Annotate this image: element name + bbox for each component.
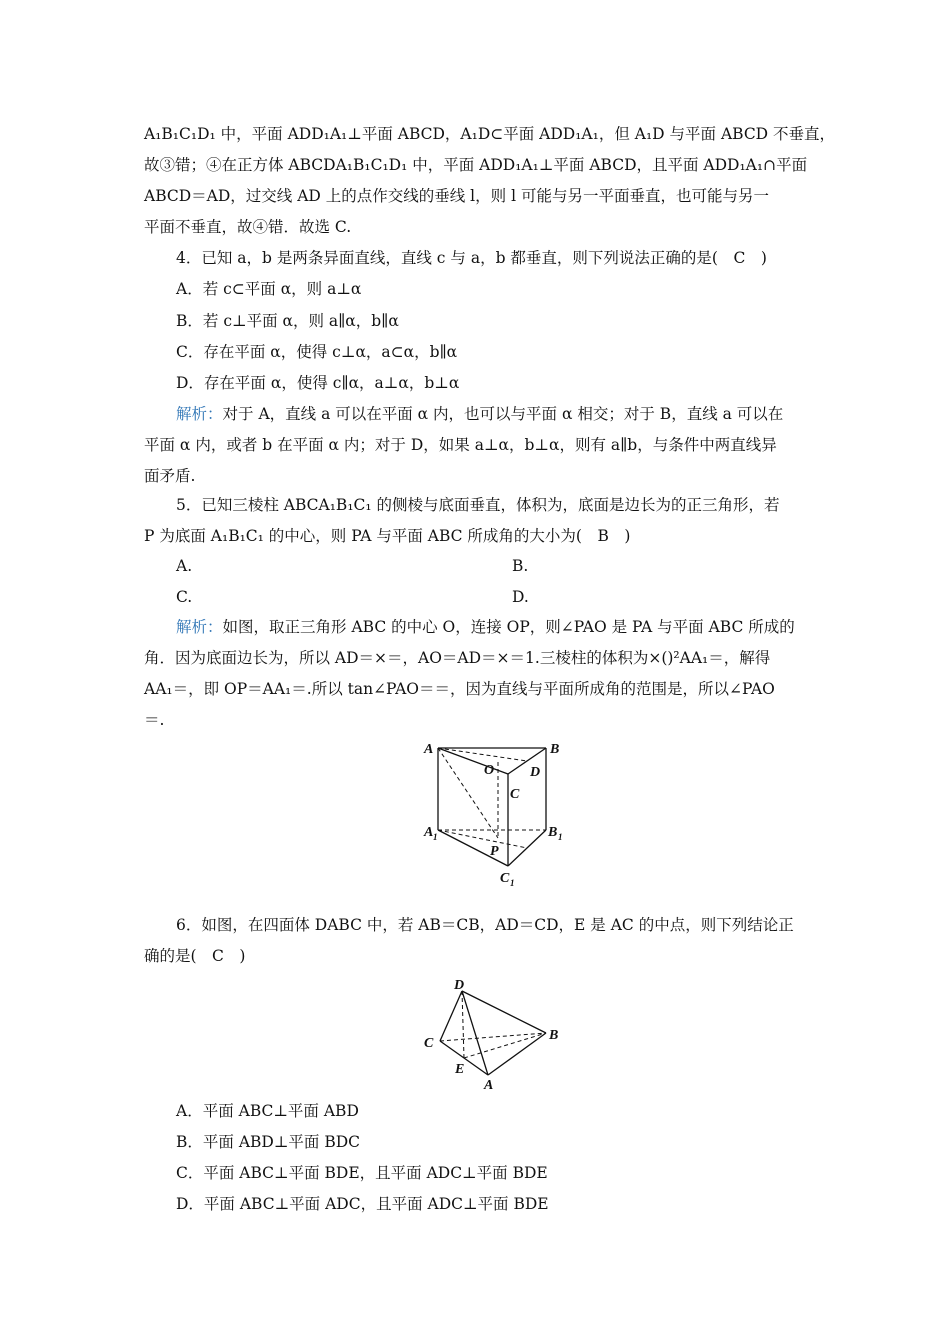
label-o: O [484,763,495,778]
q6-option-a: A．平面 ABC⊥平面 ABD [176,1102,359,1120]
label-c1: C [500,871,510,886]
label-c: C [510,787,520,802]
q6-option-c: C．平面 ABC⊥平面 BDE，且平面 ADC⊥平面 BDE [176,1164,548,1182]
q5-analysis-label: 解析： [176,618,223,636]
q5-analysis-line-3: AA₁＝，即 OP＝AA₁＝.所以 tan∠PAO＝＝，因为直线与平面所成角的范围是，所以∠PAO [144,680,775,698]
prev-line-4: 平面不垂直，故④错．故选 C. [144,218,352,236]
q6-stem-line-1: 6．如图，在四面体 DABC 中，若 AB＝CB，AD＝CD，E 是 AC 的中点，则下列结论正 [176,916,794,934]
label-b: B [550,742,560,757]
q4-analysis-line-3: 面矛盾. [144,467,196,485]
label-a: A [424,742,434,757]
q5-analysis-line-4: ＝. [144,711,165,729]
label-e: E [455,1062,465,1077]
q4-option-b: B．若 c⊥平面 α，则 a∥α，b∥α [176,312,399,330]
q4-analysis-label: 解析： [176,405,223,423]
q4-analysis-line-1: 解析：对于 A，直线 a 可以在平面 α 内，也可以与平面 α 相交；对于 B，直线 a 可以在 [176,405,784,423]
label-b: B [549,1028,559,1043]
prev-line-3: ABCD＝AD，过交线 AD 上的点作交线的垂线 l，则 l 可能与另一平面垂直，也可能与另一 [144,187,769,205]
q5-stem-line-2: P 为底面 A₁B₁C₁ 的中心，则 PA 与平面 ABC 所成角的大小为( B ) [144,527,631,545]
q5-analysis-line-2: 角．因为底面边长为，所以 AD＝×＝，AO＝AD＝×＝1.三棱柱的体积为×()²AA₁＝，解得 [144,649,771,667]
q5-option-b: B. [512,557,529,575]
prev-line-2: 故③错；④在正方体 ABCDA₁B₁C₁D₁ 中，平面 ADD₁A₁⊥平面 ABCD，且平面 ADD₁A₁∩平面 [144,156,808,174]
q4-stem: 4．已知 a，b 是两条异面直线，直线 c 与 a，b 都垂直，则下列说法正确的是( C ) [176,249,767,267]
prism-figure [418,736,578,892]
label-c: C [424,1036,434,1051]
q4-option-c: C．存在平面 α，使得 c⊥α，a⊂α，b∥α [176,343,458,361]
prev-line-1: A₁B₁C₁D₁ 中，平面 ADD₁A₁⊥平面 ABCD，A₁D⊂平面 ADD₁A₁，但 A₁D 与平面 ABCD 不垂直， [144,125,836,143]
label-c1-sub: 1 [510,878,515,888]
label-b1-sub: 1 [558,832,563,842]
q5-stem-line-1: 5．已知三棱柱 ABCA₁B₁C₁ 的侧棱与底面垂直，体积为，底面是边长为的正三角形，若 [176,496,780,514]
q5-option-a: A. [176,557,193,575]
label-a: A [484,1078,494,1093]
label-a1-sub: 1 [433,832,438,842]
q4-option-d: D．存在平面 α，使得 c∥α，a⊥α，b⊥α [176,374,460,392]
q5-option-d: D. [512,588,529,606]
q6-option-d: D．平面 ABC⊥平面 ADC，且平面 ADC⊥平面 BDE [176,1195,549,1213]
tetrahedron-figure [420,975,570,1095]
label-a1: A [424,825,434,840]
q5-option-c: C. [176,588,193,606]
q6-option-b: B．平面 ABD⊥平面 BDC [176,1133,361,1151]
q4-option-a: A．若 c⊂平面 α，则 a⊥α [176,280,362,298]
label-d: D [454,978,465,993]
q6-stem-line-2: 确的是( C ) [144,947,246,965]
label-b1: B [548,825,558,840]
label-d: D [530,765,541,780]
label-p: P [490,844,499,859]
q4-analysis-line-2: 平面 α 内，或者 b 在平面 α 内；对于 D，如果 a⊥α，b⊥α，则有 a∥b，与条件中两直线异 [144,436,777,454]
q5-analysis-line-1: 解析：如图，取正三角形 ABC 的中心 O，连接 OP，则∠PAO 是 PA 与平面 ABC 所成的 [176,618,795,636]
